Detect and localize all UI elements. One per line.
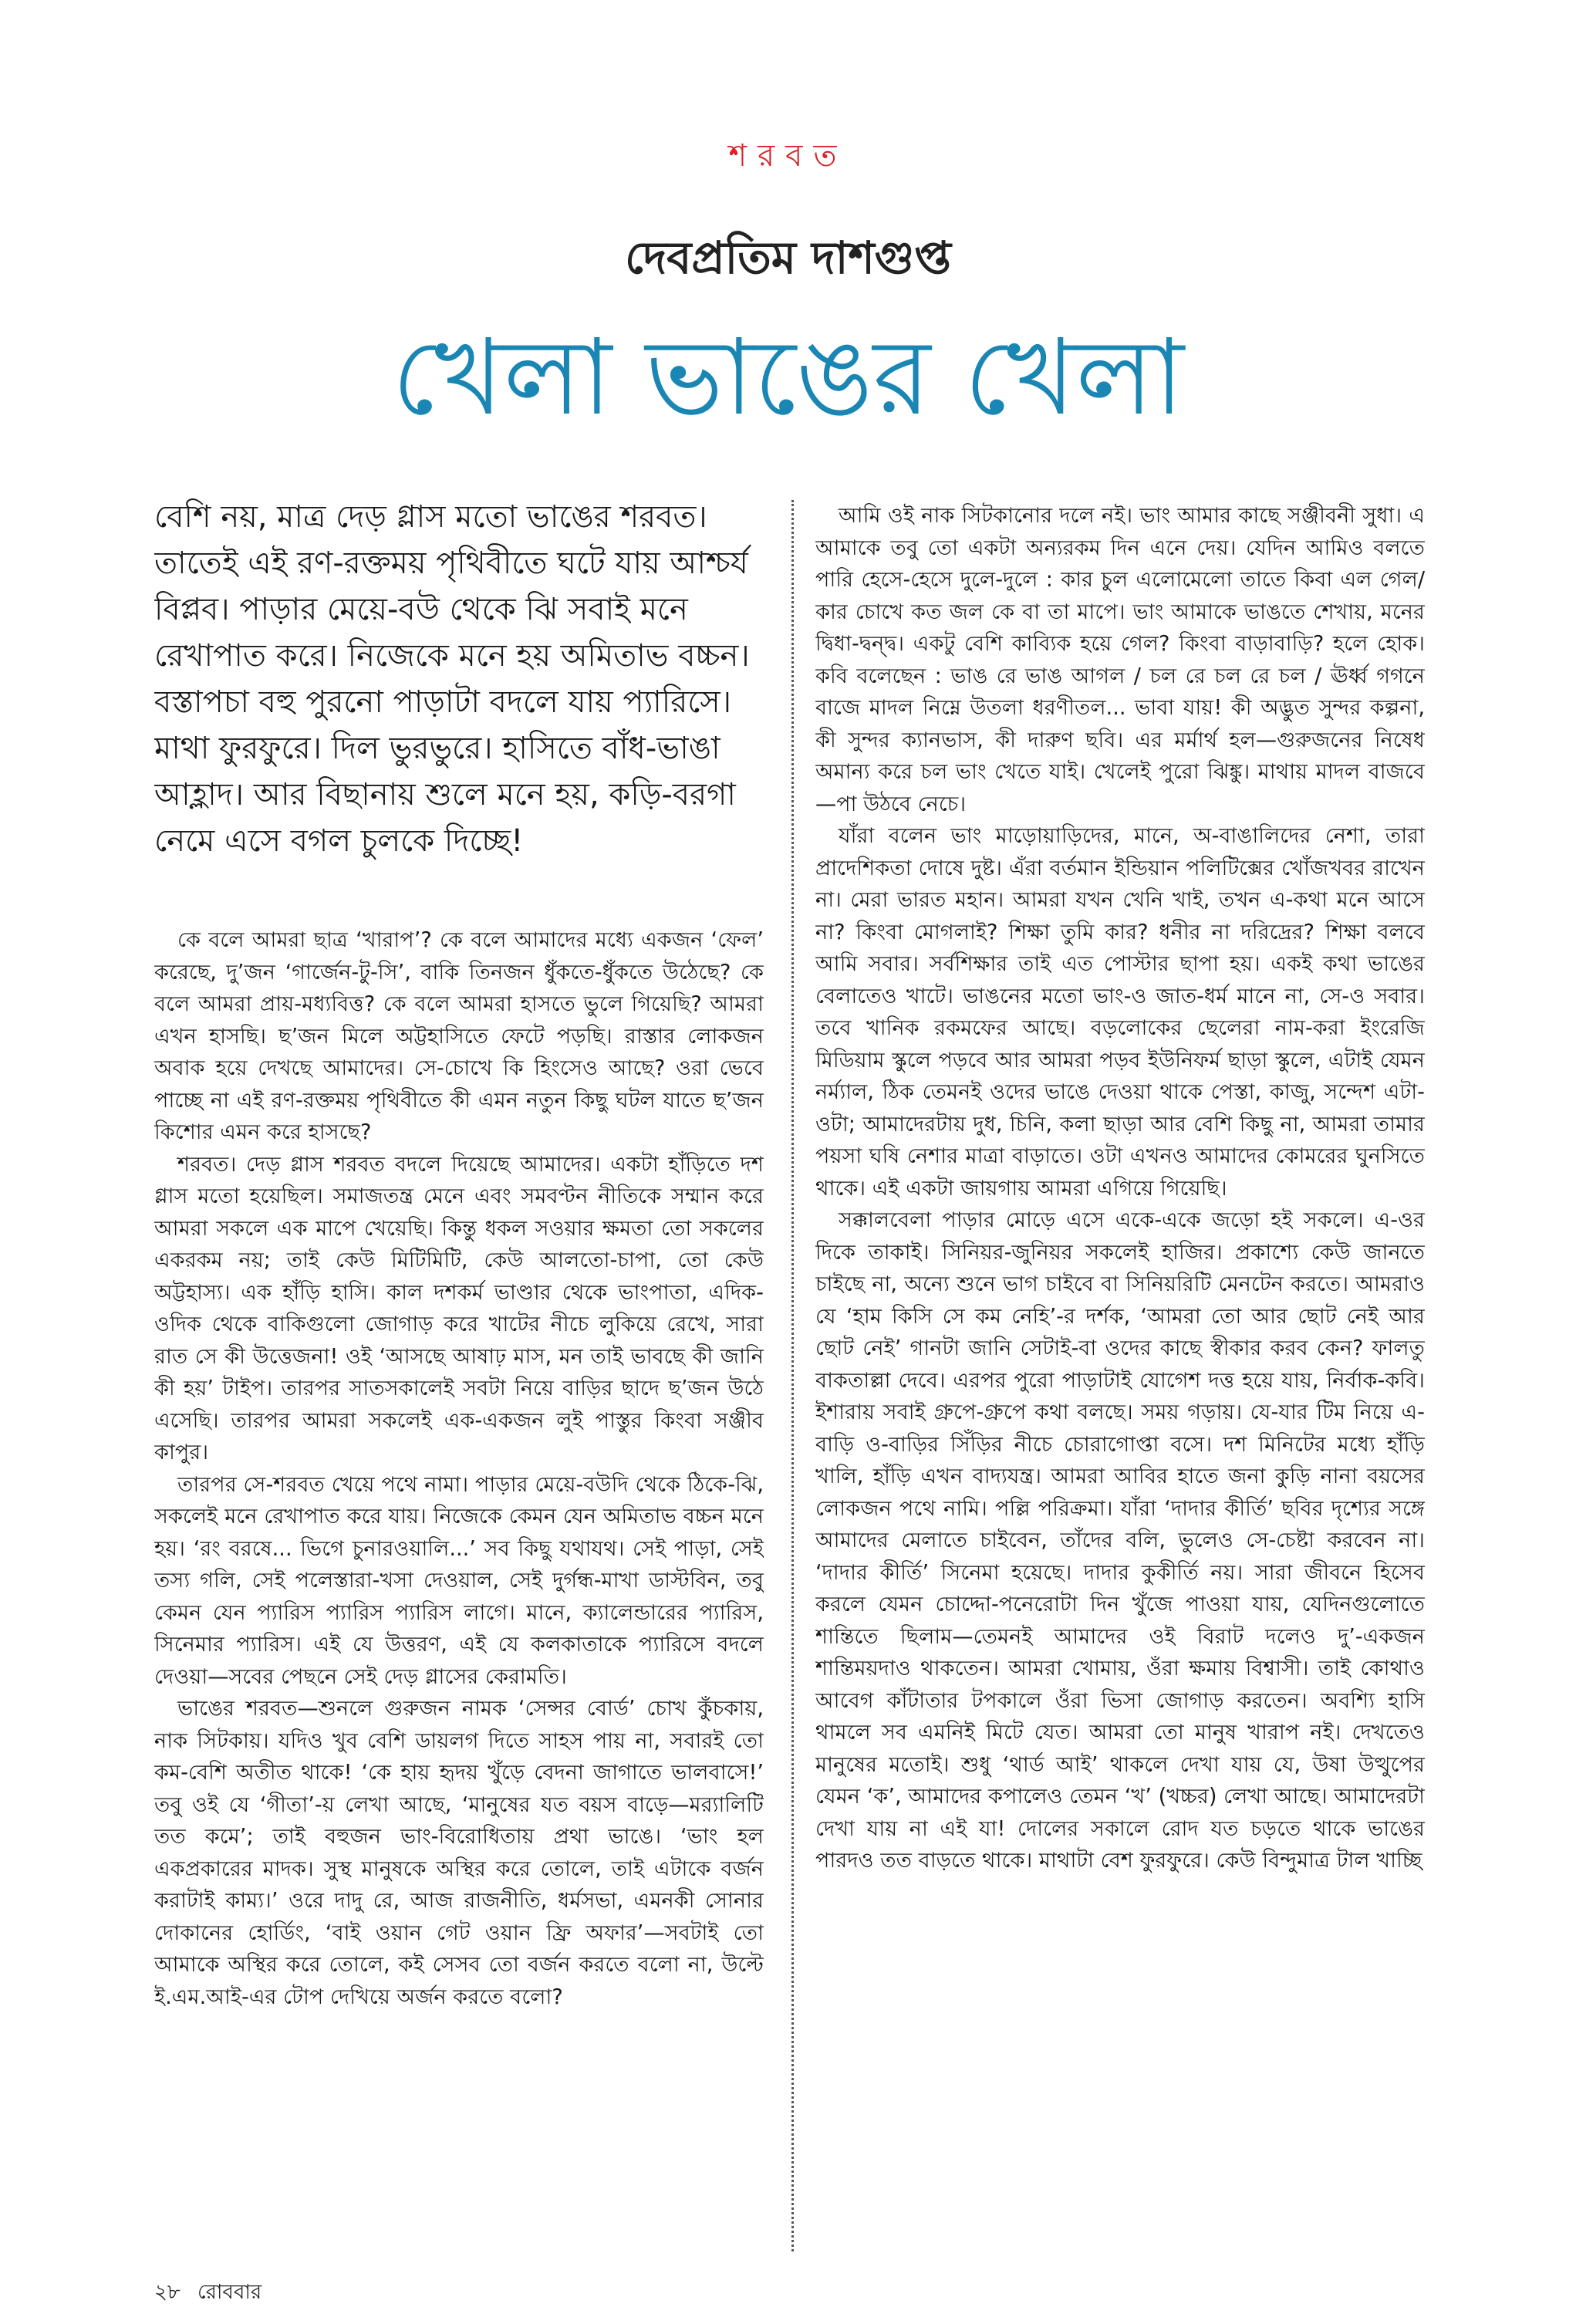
- author-name: দেবপ্রতিম দাশগুপ্ত: [625, 231, 951, 284]
- right-column: [815, 500, 1425, 2251]
- body-paragraph: শরবত। দেড় গ্লাস শরবত বদলে দিয়েছে আমাদের। একটা হাঁড়িতে দশ গ্লাস মতো হয়েছিল। সমাজতন্ত্র মেনে এবং সমবণ্টন নীতিকে সম্মান করে আমরা সকলে এক মাপে খেয়েছি। কিন্তু ধকল সওয়ার ক্ষমতা তো সকলের একরকম নয়; তাই কেউ মিটিমিটি, কেউ আলতো-চাপা, তো কেউ অট্টহাস্য। এক হাঁড়ি হাসি। কাল দশকর্ম ভাণ্ডার থেকে ভাংপাতা, এদিক-ওদিক থেকে বাকিগুলো জোগাড় করে খাটের নীচে লুকিয়ে রেখে, সারা রাত সে কী উত্তেজনা! ওই ‘আসছে আষাঢ় মাস, মন তাই ভাবছে কী জানি কী হয়’ টাইপ। তারপর সাতসকালেই সবটা নিয়ে বাড়ির ছাদে ছ’জন উঠে এসেছি। তারপর আমরা সকলেই এক-একজন লুই পাস্তুর কিংবা সঞ্জীব কাপুর।: [154, 1152, 764, 1464]
- body-paragraph: তারপর সে-শরবত খেয়ে পথে নামা। পাড়ার মেয়ে-বউদি থেকে ঠিকে-ঝি, সকলেই মনে রেখাপাত করে যায়। নিজেকে কেমন যেন অমিতাভ বচ্চন মনে হয়। ‘রং বরষে... ভিগে চুনারওয়ালি...’ সব কিছু যথাযথ। সেই পাড়া, সেই তস্য গলি, সেই পলেস্তারা-খসা দেওয়াল, সেই দুর্গন্ধ-মাখা ডাস্টবিন, তবু কেমন যেন প্যারিস প্যারিস প্যারিস লাগে। মানে, ক্যালেন্ডারের প্যারিস, সিনেমার প্যারিস। এই যে উত্তরণ, এই যে কলকাতাকে প্যারিসে বদলে দেওয়া—সবের পেছনে সেই দেড় গ্লাসের কেরামতি।: [154, 1472, 764, 1689]
- body-paragraph: ভাঙের শরবত—শুনলে গুরুজন নামক ‘সেন্সর বোর্ড’ চোখ কুঁচকায়, নাক সিটকায়। যদিও খুব বেশি ডায়লগ দিতে সাহস পায় না, সবারই তো কম-বেশি অতীত থাকে! ‘কে হায় হৃদয় খুঁড়ে বেদনা জাগাতে ভালবাসে!’ তবু ওই যে ‘গীতা’-য় লেখা আছে, ‘মানুষের যত বয়স বাড়ে—মর‍্যালিটি তত কমে’; তাই বহুজন ভাং-বিরোধিতায় প্রথা ভাঙে। ‘ভাং হল একপ্রকারের মাদক। সুস্থ মানুষকে অস্থির করে তোলে, তাই এটাকে বর্জন করাটাই কাম্য।’ ওরে দাদু রে, আজ রাজনীতি, ধর্মসভা, এমনকী সোনার দোকানের হোর্ডিং, ‘বাই ওয়ান গেট ওয়ান ফ্রি অফার’—সবটাই তো আমাকে অস্থির করে তোলে, কই সেসব তো বর্জন করতে বলো না, উল্টে ই.এম.আই-এর টোপ দেখিয়ে অর্জন করতে বলো?: [154, 1697, 764, 2009]
- publication-name: রোববার: [197, 2281, 262, 2304]
- body-paragraph: যাঁরা বলেন ভাং মাড়োয়াড়িদের, মানে, অ-বাঙালিদের নেশা, তারা প্রাদেশিকতা দোষে দুষ্ট। এঁরা বর্তমান ইন্ডিয়ান পলিটিক্সের খোঁজখবর রাখেন না। মেরা ভারত মহান। আমরা যখন খেনি খাই, তখন এ-কথা মনে আসে না? কিংবা মোগলাই? শিক্ষা তুমি কার? ধনীর না দরিদ্রের? শিক্ষা বলবে আমি সবার। সর্বশিক্ষার তাই এত পোস্টার ছাপা হয়। একই কথা ভাঙের বেলাতেও খাটে। ভাঙনের মতো ভাং-ও জাত-ধর্ম মানে না, সে-ও সবার। তবে খানিক রকমফের আছে। বড়লোকের ছেলেরা নাম-করা ইংরেজি মিডিয়াম স্কুলে পড়বে আর আমরা পড়ব ইউনিফর্ম ছাড়া স্কুলে, এটাই যেমন নর্ম্যাল, ঠিক তেমনই ওদের ভাঙে দেওয়া থাকে পেস্তা, কাজু, সন্দেশ এটা-ওটা; আমাদেরটায় দুধ, চিনি, কলা ছাড়া আর বেশি কিছু না, আমরা তামার পয়সা ঘষি নেশার মাত্রা বাড়াতে। ওটা এখনও আমাদের কোমরের ঘুনসিতে থাকে। এই একটা জায়গায় আমরা এগিয়ে গিয়েছি।: [815, 824, 1425, 1201]
- left-column: [154, 924, 764, 2251]
- body-paragraph: সক্কালবেলা পাড়ার মোড়ে এসে একে-একে জড়ো হই সকলে। এ-ওর দিকে তাকাই। সিনিয়র-জুনিয়র সকলেই হাজির। প্রকাশ্যে কেউ জানতে চাইছে না, অন্যে শুনে ভাগ চাইবে বা সিনিয়রিটি মেনটেন করতে। আমরাও যে ‘হাম কিসি সে কম নেহি’-র দর্শক, ‘আমরা তো আর ছোট নেই আর ছোট নেই’ গানটা জানি সেটাই-বা ওদের কাছে স্বীকার করব কেন? ফালতু বাকতাল্লা দেবে। এরপর পুরো পাড়াটাই যোগেশ দত্ত হয়ে যায়, নির্বাক-কবি। ইশারায় সবাই গ্রুপে-গ্রুপে কথা বলছে। সময় গড়ায়। যে-যার টিম নিয়ে এ-বাড়ি ও-বাড়ির সিঁড়ির নীচে চোরাগোপ্তা বসে। দশ মিনিটের মধ্যে হাঁড়ি খালি, হাঁড়ি এখন বাদ্যযন্ত্র। আমরা আবির হাতে জনা কুড়ি নানা বয়সের লোকজন পথে নামি। পল্লি পরিক্রমা। যাঁরা ‘দাদার কীর্তি’ ছবির দৃশ্যের সঙ্গে আমাদের মেলাতে চাইবেন, তাঁদের বলি, ভুলেও সে-চেষ্টা করবেন না। ‘দাদার কীর্তি’ সিনেমা হয়েছে। দাদার কুকীর্তি নয়। সারা জীবনে হিসেব করলে যেমন চোদ্দো-পনেরোটা দিন খুঁজে পাওয়া যায়, যেদিনগুলোতে শান্তিতে ছিলাম—তেমনই আমাদের ওই বিরাট দলেও দু’-একজন শান্তিময়দাও থাকতেন। আমরা খোমায়, ওঁরা ক্ষমায় বিশ্বাসী। তাই কোথাও আবেগ কাঁটাতার টপকালে ওঁরা ভিসা জোগাড় করতেন। অবশ্যি হাসি থামলে সব এমনিই মিটে যেত। আমরা তো মানুষ খারাপ নই। দেখতেও মানুষের মতোই। শুধু ‘থার্ড আই’ থাকলে দেখা যায় যে, উষা উত্থুপের যেমন ‘ক’, আমাদের কপালেও তেমন ‘খ’ (খচ্চর) লেখা আছে। আমাদেরটা দেখা যায় না এই যা! দোলের সকালে রোদ যত চড়তে থাকে ভাঙের পারদও তত বাড়তে থাকে। মাথাটা বেশ ফুরফুরে। কেউ বিন্দুমাত্র টাল খাচ্ছি: [815, 1208, 1425, 1873]
- body-paragraph: কে বলে আমরা ছাত্র ‘খারাপ’? কে বলে আমাদের মধ্যে একজন ‘ফেল’ করেছে, দু’জন ‘গার্জেন-টু-সি’, বাকি তিনজন ধুঁকতে-ধুঁকতে উঠেছে? কে বলে আমরা প্রায়-মধ্যবিত্ত? কে বলে আমরা হাসতে ভুলে গিয়েছি? আমরা এখন হাসছি। ছ’জন মিলে অট্টহাসিতে ফেটে পড়ছি। রাস্তার লোকজন অবাক হয়ে দেখছে আমাদের। সে-চোখে কি হিংসেও আছে? ওরা ভেবে পাচ্ছে না এই রণ-রক্তময় পৃথিবীতে কী এমন নতুন কিছু ঘটল যাতে ছ’জন কিশোর এমন করে হাসছে?: [154, 928, 764, 1144]
- column-divider: [791, 500, 794, 2251]
- lead-paragraph: বেশি নয়, মাত্র দেড় গ্লাস মতো ভাঙের শরবত। তাতেই এই রণ-রক্তময় পৃথিবীতে ঘটে যায় আশ্চর্য বিপ্লব। পাড়ার মেয়ে-বউ থেকে ঝি সবাই মনে রেখাপাত করে। নিজেকে মনে হয় অমিতাভ বচ্চন। বস্তাপচা বহু পুরনো পাড়াটা বদলে যায় প্যারিসে। মাথা ফুরফুরে। দিল ভুরভুরে। হাসিতে বাঁধ-ভাঙা আহ্লাদ। আর বিছানায় শুলে মনে হয়, কড়ি-বরগা নেমে এসে বগল চুলকে দিচ্ছে!: [154, 499, 750, 859]
- page-footer: [154, 2276, 262, 2310]
- page-number: ২৮: [154, 2281, 181, 2304]
- body-paragraph: আমি ওই নাক সিটকানোর দলে নই। ভাং আমার কাছে সঞ্জীবনী সুধা। এ আমাকে তবু তো একটা অন্যরকম দিন এনে দেয়। যেদিন আমিও বলতে পারি হেসে-হেসে দুলে-দুলে : কার চুল এলোমেলো তাতে কিবা এল গেল/কার চোখে কত জল কে বা তা মাপে। ভাং আমাকে ভাঙতে শেখায়, মনের দ্বিধা-দ্বন্দ্ব। একটু বেশি কাব্যিক হয়ে গেল? কিংবা বাড়াবাড়ি? হলে হোক। কবি বলেছেন : ভাঙ রে ভাঙ আগল / চল রে চল রে চল / ঊর্ধ্ব গগনে বাজে মাদল নিম্নে উতলা ধরণীতল... ভাবা যায়! কী অদ্ভুত সুন্দর কল্পনা, কী সুন্দর ক্যানভাস, কী দারুণ ছবি। এর মর্মার্থ হল—গুরুজনের নিষেধ অমান্য করে চল ভাং খেতে যাই। খেলেই পুরো ঝিঙ্কু। মাথায় মাদল বাজবে—পা উঠবে নেচে।: [815, 504, 1425, 816]
- article-title: খেলা ভাঙের খেলা: [392, 317, 1184, 439]
- section-kicker: শরবত: [728, 138, 848, 174]
